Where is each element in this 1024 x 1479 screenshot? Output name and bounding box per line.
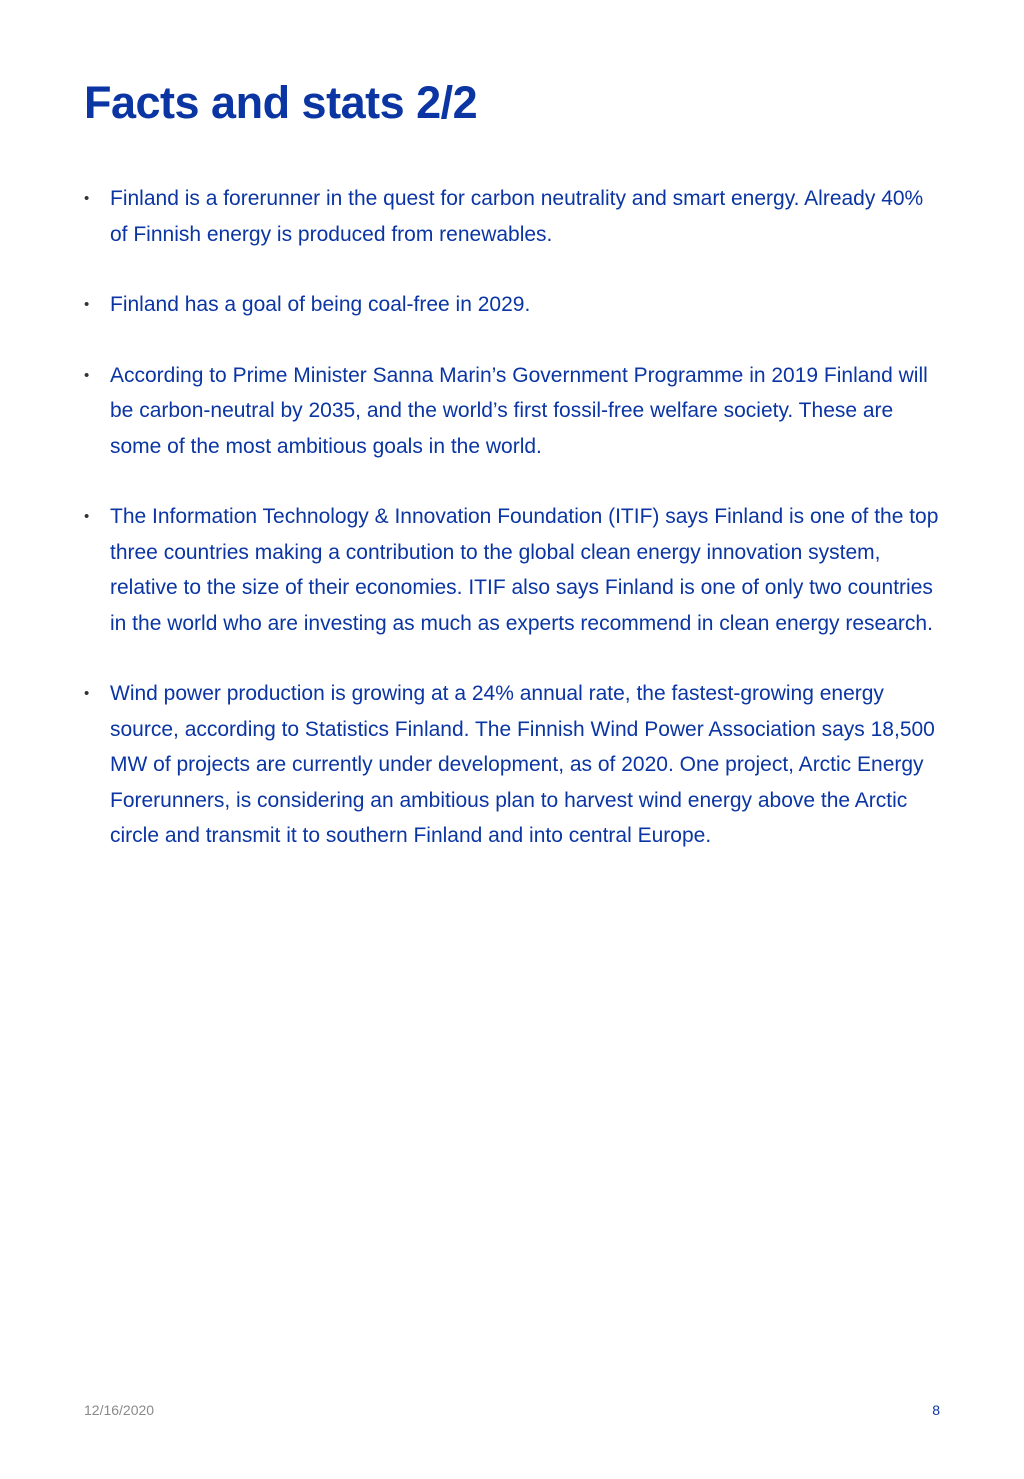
bullet-text: Wind power production is growing at a 24% annual rate, the fastest-growing energy source, according to Statistics Finland. The Finnish Wind Power Association says 18,500 MW of projects are currently under development, as of 2020. One project, Arctic Energy Forerunners, is considering an ambitious plan to harvest wind energy above the Arctic circle and transmit it to southern Finland and into central Europe. [110, 682, 935, 847]
bullet-item [84, 287, 944, 323]
bullet-item [84, 358, 944, 465]
bullet-item [84, 181, 944, 252]
page-number: 8 [932, 1402, 940, 1418]
bullet-text: Finland is a forerunner in the quest for carbon neutrality and smart energy. Already 40% of Finnish energy is produced from renewables. [110, 187, 924, 246]
bullet-marker: • [84, 685, 90, 702]
bullet-text: Finland has a goal of being coal-free in 2029. [110, 293, 531, 316]
bullet-marker: • [84, 366, 90, 384]
footer-date: 12/16/2020 [84, 1402, 155, 1418]
bullet-item [84, 499, 944, 641]
bullet-item [84, 676, 944, 854]
bullet-marker: • [84, 190, 90, 207]
bullet-list [84, 181, 944, 889]
bullet-text: The Information Technology & Innovation Foundation (ITIF) says Finland is one of the top three countries making a contribution to the global clean energy innovation system, relative to the size of their economies. ITIF also says Finland is one of only two countries in the world who are investing as much as experts recommend in clean energy research. [110, 505, 939, 635]
bullet-text: According to Prime Minister Sanna Marin’s Government Programme in 2019 Finland will be carbon-neutral by 2035, and the world’s first fossil-free welfare society. These are some of the most ambitious goals in the world. [110, 363, 928, 458]
bullet-marker: • [84, 296, 90, 313]
bullet-marker: • [84, 508, 90, 525]
slide-title: Facts and stats 2/2 [84, 77, 478, 128]
